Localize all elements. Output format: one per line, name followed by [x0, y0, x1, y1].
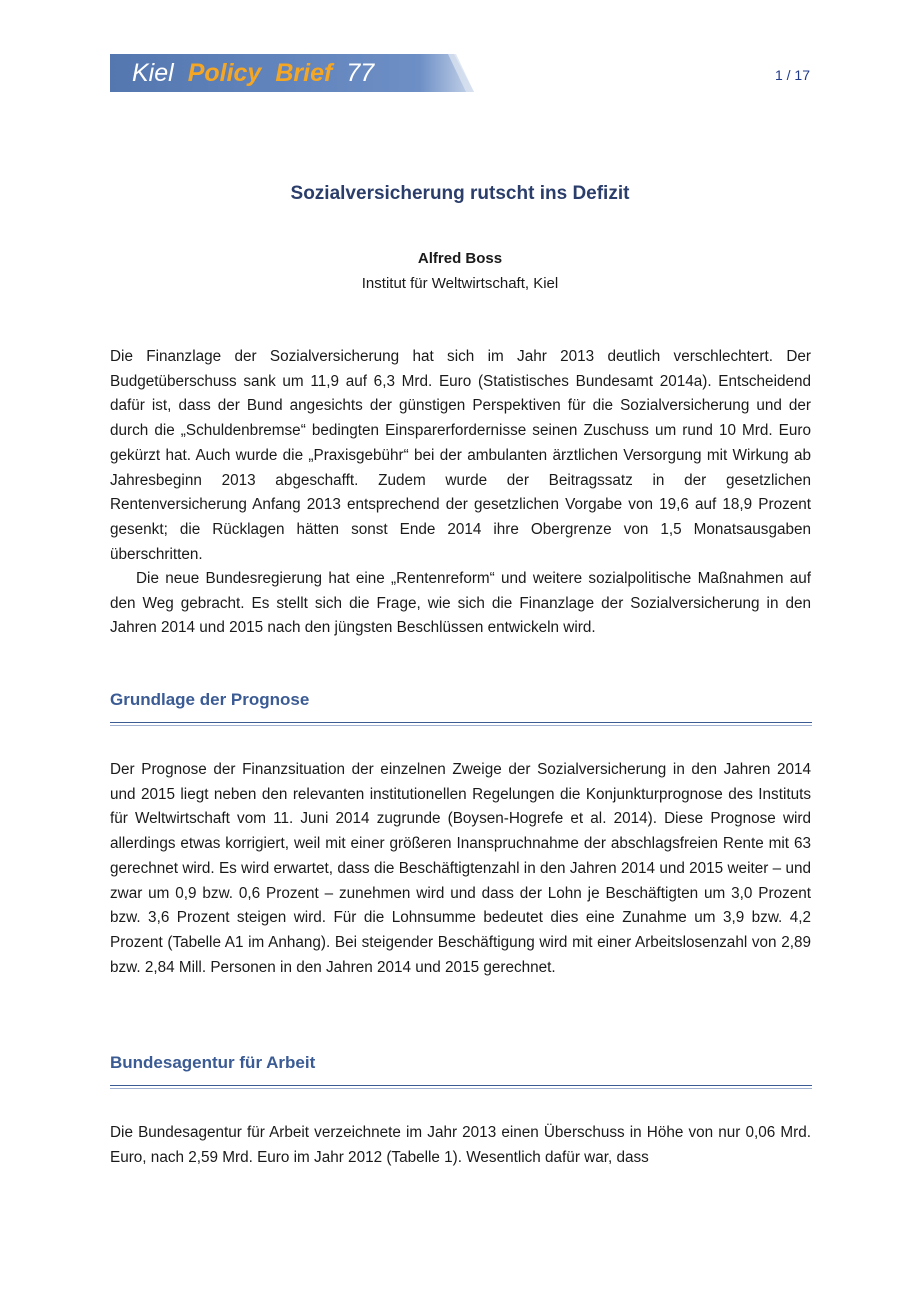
intro-paragraph-1: Die Finanzlage der Sozialversicherung hat sich im Jahr 2013 deutlich verschlechtert. Der Budgetüberschuss sank um 11,9 auf 6,3 Mrd. Euro (Statistisches Bundesamt 2014a). Entscheidend dafür ist, dass der Bund angesichts der günstigen Perspektiven für die Sozialversicherung und der durch die „Schuldenbremse“ bedingten Einsparerfordernisse seinen Zuschuss um rund 10 Mrd. Euro gekürzt hat. Auch wurde die „Praxisgebühr“ bei der ambulanten ärztlichen Versorgung mit Wirkung ab Jahresbeginn 2013 abgeschafft. Zudem wurde der Beitragssatz in der gesetzlichen Rentenversicherung Anfang 2013 entsprechend der gesetzlichen Vorgabe von 19,6 auf 18,9 Prozent gesenkt; die Rücklagen hätten sonst Ende 2014 ihre Obergrenze von 1,5 Monatsausgaben überschritten.	[110, 348, 811, 563]
section-divider	[110, 1085, 812, 1086]
author-affiliation: Institut für Weltwirtschaft, Kiel	[361, 275, 559, 292]
banner-word-brief: Brief	[275, 59, 333, 87]
section-paragraph-bundesagentur: Die Bundesagentur für Arbeit verzeichnete im Jahr 2013 einen Überschuss in Höhe von nur 0,06 Mrd. Euro, nach 2,59 Mrd. Euro im Jahr 2012 (Tabelle 1). Wesentlich dafür war, dass	[110, 1124, 811, 1166]
section-divider	[110, 722, 812, 723]
page-indicator: 1 / 17	[774, 67, 810, 83]
banner-word-policy: Policy	[187, 59, 262, 87]
section-paragraph-grundlage: Der Prognose der Finanzsituation der einzelnen Zweige der Sozialversicherung in den Jahren 2014 und 2015 liegt neben den relevanten institutionellen Regelungen die Konjunkturprognose des Instituts für Weltwirtschaft vom 11. Juni 2014 zugrunde (Boysen-Hogrefe et al. 2014). Diese Prognose wird allerdings etwas korrigiert, weil mit einer größeren Inanspruchnahme der abschlagsfreien Rente mit 63 gerechnet wird. Es wird erwartet, dass die Beschäftigtenzahl in den Jahren 2014 und 2015 weiter – und zwar um 0,9 bzw. 0,6 Prozent – zunehmen wird und dass der Lohn je Beschäftigten um 3,0 Prozent bzw. 3,6 Prozent steigen wird. Für die Lohnsumme bedeutet dies eine Zunahme um 3,9 bzw. 4,2 Prozent (Tabelle A1 im Anhang). Bei steigender Beschäftigung wird mit einer Arbeitslosenzahl von 2,89 bzw. 2,84 Mill. Personen in den Jahren 2014 und 2015 gerechnet.	[110, 761, 811, 976]
banner-word-kiel: Kiel	[132, 59, 174, 87]
kiel-policy-brief-banner	[110, 54, 474, 92]
article-title: Sozialversicherung rutscht ins Defizit	[290, 183, 630, 204]
banner-title	[132, 58, 388, 88]
intro-paragraph-2: Die neue Bundesregierung hat eine „Rentenreform“ und weitere sozialpolitische Maßnahmen auf den Weg gebracht. Es stellt sich die Frage, wie sich die Finanzlage der Sozialversicherung in den Jahren 2014 und 2015 nach den jüngsten Beschlüssen entwickeln wird.	[110, 570, 811, 637]
banner-issue-number: 77	[346, 59, 375, 87]
author-name: Alfred Boss	[417, 250, 503, 267]
section-heading-grundlage: Grundlage der Prognose	[110, 690, 310, 709]
section-heading-bundesagentur: Bundesagentur für Arbeit	[110, 1053, 316, 1072]
